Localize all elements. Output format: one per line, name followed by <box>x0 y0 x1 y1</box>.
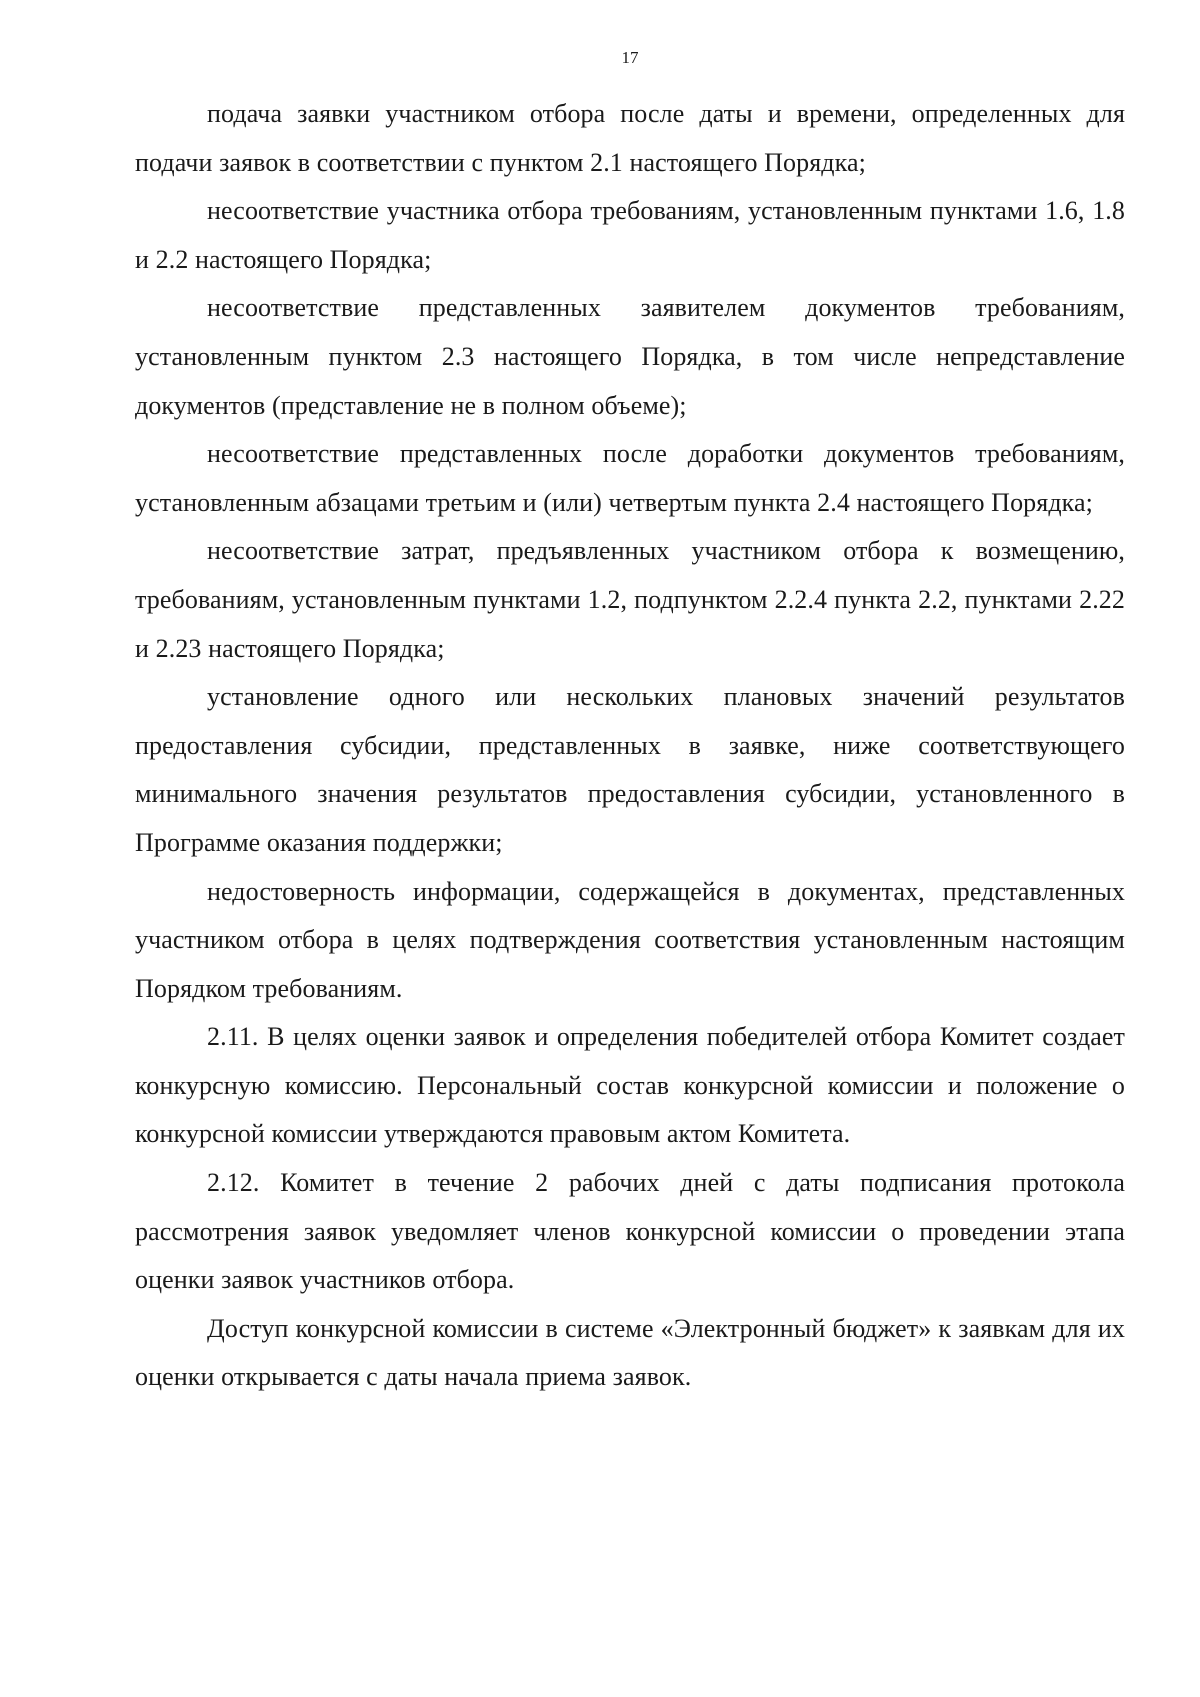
paragraph-9: 2.12. Комитет в течение 2 рабочих дней с даты подписания протокола рассмотрения заявок уведомляет членов конкурсной комиссии о проведении этапа оценки заявок участников отбора. <box>135 1168 1125 1295</box>
paragraph-2: несоответствие участника отбора требованиям, установленным пунктами 1.6, 1.8 и 2.2 настоящего Порядка; <box>135 196 1125 274</box>
document-body <box>135 90 1125 1402</box>
paragraph-4: несоответствие представленных после доработки документов требованиям, установленным абзацами третьим и (или) четвертым пункта 2.4 настоящего Порядка; <box>135 439 1125 517</box>
paragraph-3: несоответствие представленных заявителем документов требованиям, установленным пунктом 2.3 настоящего Порядка, в том числе непредставление документов (представление не в полном объеме); <box>135 293 1125 420</box>
paragraph-6: установление одного или нескольких плановых значений результатов предоставления субсидии, представленных в заявке, ниже соответствующего минимального значения результатов предоставления субсидии, установленного в Программе оказания поддержки; <box>135 682 1125 857</box>
paragraph-8: 2.11. В целях оценки заявок и определения победителей отбора Комитет создает конкурсную комиссию. Персональный состав конкурсной комиссии и положение о конкурсной комиссии утверждаются правовым актом Комитета. <box>135 1022 1125 1149</box>
paragraph-5: несоответствие затрат, предъявленных участником отбора к возмещению, требованиям, установленным пунктами 1.2, подпунктом 2.2.4 пункта 2.2, пунктами 2.22 и 2.23 настоящего Порядка; <box>135 536 1125 663</box>
paragraph-1: подача заявки участником отбора после даты и времени, определенных для подачи заявок в соответствии с пунктом 2.1 настоящего Порядка; <box>135 99 1125 177</box>
paragraph-10: Доступ конкурсной комиссии в системе «Электронный бюджет» к заявкам для их оценки открывается с даты начала приема заявок. <box>135 1313 1125 1392</box>
page-number: 17 <box>621 48 639 67</box>
paragraph-7: недостоверность информации, содержащейся в документах, представленных участником отбора в целях подтверждения соответствия установленным настоящим Порядком требованиям. <box>135 876 1125 1003</box>
